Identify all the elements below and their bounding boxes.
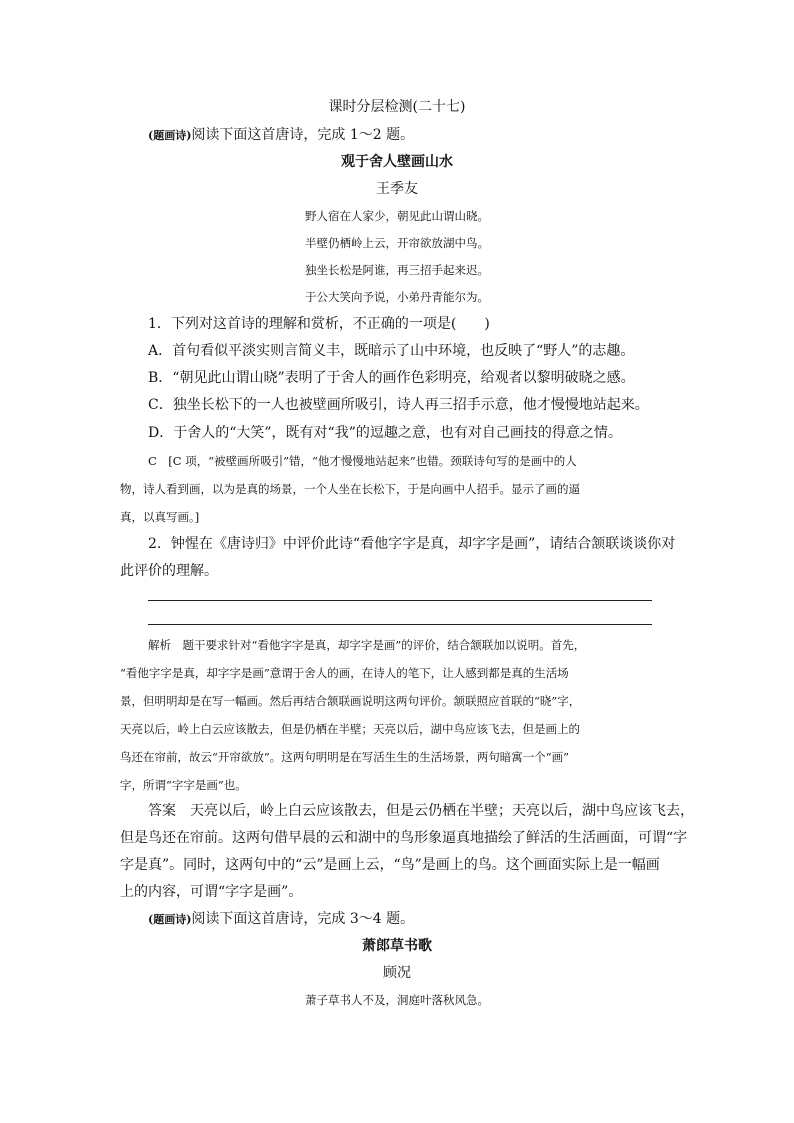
- analysis-text: 解析 题干要求针对“看他字字是真，却字字是画”的评价，结合颔联加以说明。首先，: [148, 638, 586, 652]
- section-tag: (题画诗): [148, 129, 192, 142]
- question-1-answer: C [C 项，“被壁画所吸引”错，“他才慢慢地站起来”也错。颈联诗句写的是画中的人: [148, 454, 577, 468]
- analysis-text: 景，但明明却是在写一幅画。然后再结合颔联画说明这两句评价。颔联照应首联的“晓”字，: [120, 694, 581, 708]
- question-1-option-c: C．独坐长松下的一人也被壁画所吸引，诗人再三招手示意，他才慢慢地站起来。: [148, 397, 649, 413]
- poem-author: 王季友: [376, 181, 418, 197]
- question-2-stem: 此评价的理解。: [120, 563, 218, 579]
- analysis-text: 鸟还在帘前，故云“开帘欲放”。这两句明明是在写活生生的生活场景，两句暗寓一个“画”: [120, 750, 570, 764]
- answer-text: 字是真”。同时，这两句中的“云”是画上云，“鸟”是画上的鸟。这个画面实际上是一幅画: [120, 857, 660, 873]
- section-instruction: 阅读下面这首唐诗，完成 1～2 题。: [191, 127, 415, 143]
- question-1-option-b: B．“朝见此山谓山晓”表明了于舍人的画作色彩明亮，给观者以黎明破晓之感。: [148, 370, 635, 386]
- analysis-text: 天亮以后，岭上白云应该散去，但是仍栖在半壁；天亮以后，湖中鸟应该飞去，但是画上的: [120, 722, 580, 736]
- poem-line: 独坐长松是阿谁，再三招手起来迟。: [305, 263, 489, 277]
- question-1-answer: 物，诗人看到画，以为是真的场景，一个人坐在长松下，于是向画中人招手。显示了画的逼: [120, 482, 580, 496]
- section-instruction: 阅读下面这首唐诗，完成 3～4 题。: [191, 911, 415, 927]
- page-title: 课时分层检测(二十七): [328, 99, 466, 115]
- section-tag: (题画诗): [148, 913, 192, 926]
- answer-blank-line: [148, 600, 652, 601]
- poem-line: 萧子草书人不及，洞庭叶落秋风急。: [305, 993, 489, 1007]
- analysis-text: “看他字字是真，却字字是画”意谓于舍人的画，在诗人的笔下，让人感到都是真的生活场: [120, 666, 569, 680]
- section-intro-1: [148, 126, 414, 145]
- answer-text: 上的内容，可谓“字字是画”。: [120, 884, 303, 900]
- question-2-stem: 2．钟惺在《唐诗归》中评价此诗“看他字字是真，却字字是画”，请结合颔联谈谈你对: [148, 536, 676, 552]
- analysis-text: 字，所谓“字字是画”也。: [120, 778, 247, 792]
- question-1-answer: 真，以真写画。]: [120, 510, 200, 524]
- poem-title: 观于舍人壁画山水: [341, 154, 453, 170]
- poem-line: 野人宿在人家少，朝见此山谓山晓。: [305, 209, 489, 223]
- poem-author: 顾况: [383, 965, 411, 981]
- answer-blank-line: [148, 624, 652, 625]
- answer-text: 答案 天亮以后，岭上白云应该散去，但是云仍栖在半壁；天亮以后，湖中鸟应该飞去，: [148, 803, 694, 819]
- poem-title: 萧郎草书歌: [362, 938, 432, 954]
- poem-line: 于公大笑向予说，小弟丹青能尔为。: [305, 290, 489, 304]
- section-intro-2: [148, 910, 414, 929]
- question-1-option-a: A．首句看似平淡实则言简义丰，既暗示了山中环境，也反映了“野人”的志趣。: [148, 343, 635, 359]
- question-1-stem: 1．下列对这首诗的理解和赏析，不正确的一项是( ): [148, 316, 490, 332]
- poem-line: 半壁仍栖岭上云，开帘欲放湖中鸟。: [305, 236, 489, 250]
- question-1-option-d: D．于舍人的“大笑”，既有对“我”的逗趣之意，也有对自己画技的得意之情。: [148, 425, 622, 441]
- answer-text: 但是鸟还在帘前。这两句借早晨的云和湖中的鸟形象逼真地描绘了鲜活的生活画面，可谓“字: [120, 830, 688, 846]
